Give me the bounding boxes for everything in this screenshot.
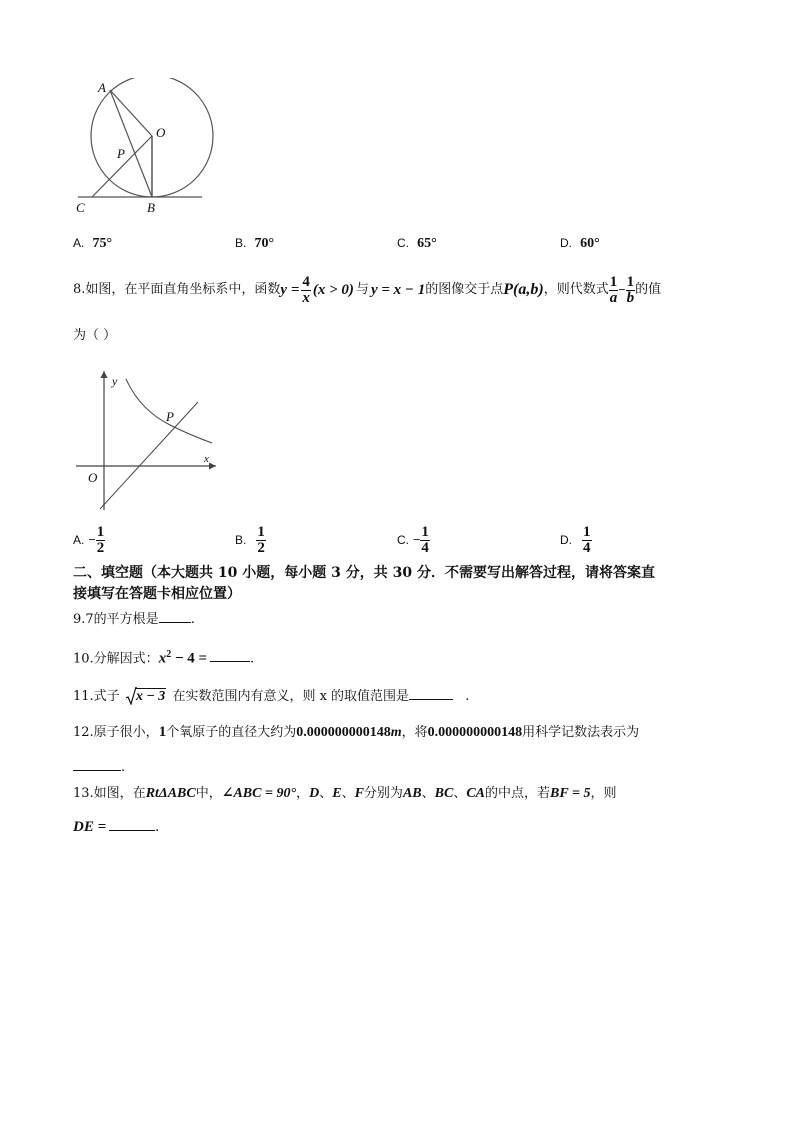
frac-den: 2 [257,539,265,556]
q9-answer-blank[interactable] [159,609,191,623]
frac-num: 1 [257,523,265,540]
q13-ab: AB [402,786,422,801]
q12-mid2: ，将 [401,725,428,740]
q7-option-d [560,234,600,253]
q13-angle: ∠ABC = 90° [221,786,297,801]
q10-end: . [250,651,255,667]
q8-option-b [235,520,266,560]
q12-num2: 0.000000000148 [427,725,523,740]
frac-den: 2 [96,539,105,556]
label-o: O [88,470,98,485]
q13-answer-blank[interactable] [109,817,155,831]
frac-num: 1 [609,273,618,290]
q13-cond: BF = 5 [550,786,591,801]
q9-end: . [190,612,195,627]
option-letter: A. [73,533,85,547]
q12-line1 [73,723,639,742]
option-frac [420,525,430,556]
frac-den: b [626,289,635,306]
section2-heading-line2: 接填写在答题卡相应位置） [73,586,241,602]
q8-option-c [397,520,430,560]
q13-prefix: 13.如图，在 [73,786,146,801]
q11 [73,686,469,706]
frac-num: 1 [626,273,635,290]
q10-expr-base: x [158,650,167,667]
q8-frac [301,275,311,306]
q11-radicand: x − 3 [135,689,166,704]
frac-den: a [609,289,618,306]
option-value: 75° [92,236,113,251]
option-letter: A. [73,236,85,250]
label-b: B [147,200,155,215]
q8-minus: − [618,282,626,297]
q13-t1: 中， [195,786,222,801]
frac-num: 1 [421,523,429,540]
label-o: O [156,125,166,140]
frac-den: x [302,289,310,306]
q8-suffix: 的值 [635,282,662,297]
label-x: x [204,453,209,465]
q12-suffix: 用科学记数法表示为 [522,725,640,740]
q8-line-eq: y = x − 1 [370,282,426,298]
q12-one: 1 [158,724,167,740]
frac-num: 1 [583,523,591,540]
section2-heading-line1: 二、填空题（本大题共 10 小题，每小题 3 分，共 30 分．不需要写出解答过程，请将答案直 [73,565,655,581]
sqrt-sign-icon [126,687,137,705]
q8-mid: 与 [355,282,369,297]
q13-bc: BC [434,786,454,801]
q13-sep1: 、 [319,786,333,801]
q11-suffix: 在实数范围内有意义，则 x 的取值范围是 [172,689,410,704]
q11-end: . [465,689,470,704]
line-y-x-1 [100,402,198,509]
q12-num: 0.000000000148 [296,725,391,740]
q12-answer-blank[interactable] [73,757,121,771]
frac-den: 4 [583,539,591,556]
q13-f: F [354,786,364,801]
q13-t3: 分别为 [363,786,403,801]
option-frac [582,525,592,556]
q8-mid3: ，则代数式 [543,282,609,297]
segment-ab [110,90,152,197]
option-sign: − [88,532,96,547]
q12-mid: 个氧原子的直径大约为 [166,725,297,740]
q13-t5: ，则 [590,786,617,801]
q8-expr-frac2 [626,275,636,306]
q12-unit: m [390,725,402,740]
q13-tri: RtΔABC [145,786,196,801]
q12-end: . [121,760,126,775]
q11-answer-blank[interactable] [409,686,453,700]
option-letter: D. [560,533,572,547]
q10-expr-rest: − 4 = [171,650,208,667]
q8-option-a [73,520,105,560]
option-letter: C. [397,236,409,250]
q12-line2 [73,757,125,777]
q8-mid2: 的图像交于点 [425,282,504,297]
label-a: A [98,80,106,95]
q11-prefix: 11.式子 [73,689,120,704]
label-p: P [117,146,125,161]
label-y: y [112,374,118,388]
q7-option-c [397,234,437,253]
q10-expr-exp: 2 [166,649,172,660]
option-letter: D. [560,236,572,250]
q13-line1 [73,785,616,803]
q8-line2: 为（ ） [73,328,117,343]
q10-prefix: 10.分解因式： [73,651,159,667]
segment-ao [110,90,152,136]
q13-end: . [155,820,160,835]
q9-text: 9.7的平方根是 [73,612,159,627]
q13-t4: 的中点，若 [485,786,551,801]
option-letter: B. [235,533,247,547]
q8-option-d [560,520,592,560]
q10 [73,646,254,668]
option-value: 65° [417,236,437,251]
frac-num: 1 [96,523,105,540]
q12-prefix: 12.原子很小， [73,725,159,740]
q10-answer-blank[interactable] [210,648,250,662]
q13-d: D [309,786,320,801]
q8-prefix: 8.如图，在平面直角坐标系中，函数 [73,282,281,297]
q7-option-a [73,234,112,253]
q13-line2 [73,817,159,837]
option-letter: C. [397,533,409,547]
q7-figure [70,78,220,218]
option-frac [256,525,266,556]
q13-t2: ， [296,786,310,801]
q8-figure [70,365,225,513]
frac-den: 4 [421,539,429,556]
option-value: 60° [580,236,600,251]
label-c: C [76,200,85,215]
q7-option-b [235,234,274,253]
option-value: 70° [254,236,275,251]
q8-stem [73,270,661,310]
option-sign: − [413,532,421,547]
q13-de: DE = [73,819,107,835]
q13-e: E [332,786,342,801]
q8-expr-frac1 [609,275,619,306]
q13-sep4: 、 [453,786,467,801]
label-p: P [166,409,174,424]
q13-sep3: 、 [421,786,435,801]
q8-point: P(a,b) [503,281,544,298]
q13-sep2: 、 [341,786,355,801]
option-letter: B. [235,236,247,250]
q13-ca: CA [466,786,486,801]
option-frac [96,525,106,556]
q8-cond: (x > 0) [312,282,354,298]
q11-sqrt [126,688,166,706]
frac-num: 4 [302,273,310,290]
q8-y-eq: y = [280,282,300,298]
q9 [73,609,195,629]
